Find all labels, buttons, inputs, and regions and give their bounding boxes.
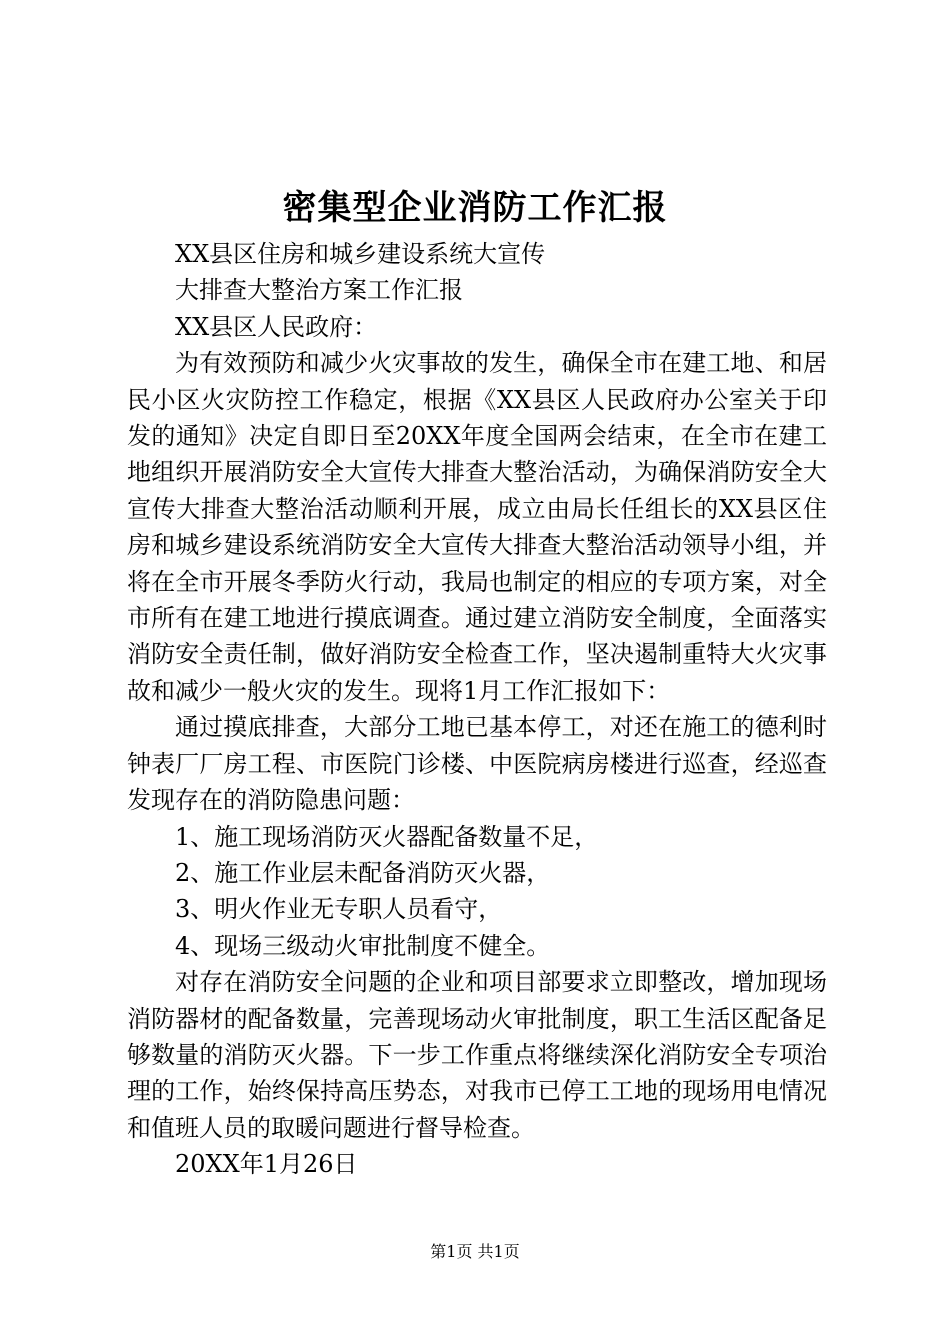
paragraph-addressee: XX县区人民政府： [175, 312, 378, 341]
paragraph-issue-3: 3、明火作业无专职人员看守， [175, 895, 503, 924]
paragraph-inspection: 通过摸底排查，大部分工地已基本停工，对还在施工的德利时钟表厂厂房工程、市医院门诊楼、中医院病房楼进行巡查，经巡查发现存在的消防隐患问题： [127, 713, 827, 815]
paragraph-date: 20XX年1月26日 [175, 1150, 358, 1179]
document-title: 密集型企业消防工作汇报 [282, 188, 668, 228]
document-body [127, 236, 827, 1183]
paragraph-intro: 为有效预防和减少火灾事故的发生，确保全市在建工地、和居民小区火灾防控工作稳定，根据《XX县区人民政府办公室关于印发的通知》决定自即日至20XX年度全国两会结束，在全市在建工地组织开展消防安全大宣传大排查大整治活动，为确保消防安全大宣传大排查大整治活动顺利开展，成立由局长任组长的XX县区住房和城乡建设系统消防安全大宣传大排查大整治活动领导小组，并将在全市开展冬季防火行动，我局也制定的相应的专项方案，对全市所有在建工地进行摸底调查。通过建立消防安全制度，全面落实消防安全责任制，做好消防安全检查工作，坚决遏制重特大火灾事故和减少一般火灾的发生。现将1月工作汇报如下： [127, 349, 827, 705]
paragraph-issue-1: 1、施工现场消防灭火器配备数量不足， [175, 822, 599, 851]
paragraph-rectification: 对存在消防安全问题的企业和项目部要求立即整改，增加现场消防器材的配备数量，完善现场动火审批制度，职工生活区配备足够数量的消防灭火器。下一步工作重点将继续深化消防安全专项治理的工作，始终保持高压势态，对我市已停工工地的现场用电情况和值班人员的取暖问题进行督导检查。 [127, 968, 827, 1142]
paragraph-issue-4: 4、现场三级动火审批制度不健全。 [175, 931, 551, 960]
page-number-footer: 第1页 共1页 [430, 1242, 520, 1261]
paragraph-subtitle-2: 大排查大整治方案工作汇报 [175, 276, 463, 305]
paragraph-issue-2: 2、施工作业层未配备消防灭火器， [175, 858, 551, 887]
paragraph-subtitle-1: XX县区住房和城乡建设系统大宣传 [175, 240, 546, 268]
